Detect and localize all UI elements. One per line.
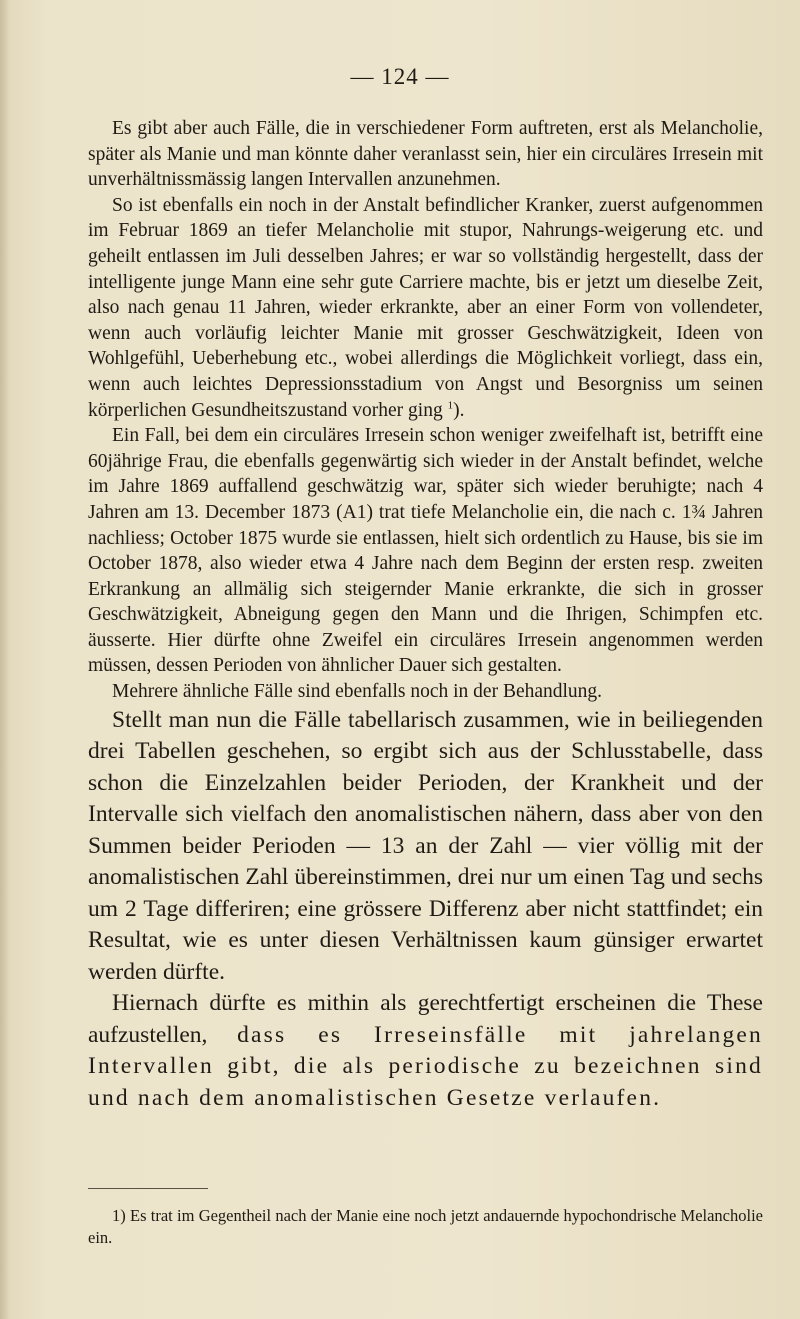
paragraph-6: [88, 988, 763, 1114]
paragraph-2-end: ).: [453, 399, 465, 421]
page-crease-shadow: [0, 0, 10, 1319]
footnote-reference: 1: [447, 399, 454, 412]
body-text: [88, 116, 763, 1114]
paragraph-3: Ein Fall, bei dem ein circuläres Irresein schon weniger zweifelhaft ist, betrifft eine 60jährige Frau, die ebenfalls gegenwärtig sich wieder in der Anstalt befindet, welche im Jahre 1869 auffallend geschwätzig war, später sich wieder beruhigte; nach 4 Jahren am 13. December 1873 (A1) trat tiefe Melancholie ein, die nach c. 1¾ Jahren nachliess; October 1875 wurde sie entlassen, hielt sich ordentlich zu Hause, bis sie im October 1878, also wieder etwa 4 Jahre nach dem Beginn der ersten resp. zweiten Erkrankung an allmälig sich steigernder Manie erkrankte, die sich in grosser Geschwätzigkeit, Abneigung gegen den Mann und die Ihrigen, Schimpfen etc. äusserte. Hier dürfte ohne Zweifel ein circuläres Irresein angenommen werden müssen, dessen Perioden von ähnlicher Dauer sich gestalten.: [88, 425, 763, 677]
paragraph-4: Mehrere ähnliche Fälle sind ebenfalls noch in der Behandlung.: [112, 681, 603, 703]
footnote-separator: [88, 1188, 208, 1189]
paragraph-6-intro: Hiernach dürfte es mithin als gerechtfertigt erscheinen die These aufzustellen,: [88, 990, 763, 1048]
paragraph-1: Es gibt aber auch Fälle, die in verschiedener Form auftreten, erst als Melancholie, später als Manie und man könnte daher veranlasst sein, hier ein circuläres Irresein mit unverhältnissmässig langen Intervallen anzunehmen.: [88, 118, 763, 191]
paragraph-2-text: So ist ebenfalls ein noch in der Anstalt befindlicher Kranker, zuerst aufgenommen im Februar 1869 an tiefer Melancholie mit stupor, Nahrungs-weigerung etc. und geheilt entlassen im Juli desselben Jahres; er war so vollständig hergestellt, dass der intelligente junge Mann eine sehr gute Carriere machte, bis er jetzt um dieselbe Zeit, also nach genau 11 Jahren, wieder erkrankte, aber an einer Form von vollendeter, wenn auch vorläufig leichter Manie mit grosser Geschwätzigkeit, Ideen von Wohlgefühl, Ueberhebung etc., wobei allerdings die Möglichkeit vorliegt, dass ein, wenn auch leichtes Depressionsstadium von Angst und Besorgniss um seinen körperlichen Gesundheitszustand vorher ging: [88, 194, 763, 421]
paragraph-6-thesis: dass es Irreseinsfälle mit jahrelangen Intervallen gibt, die als periodische zu bezeichnen sind und nach dem anomalistischen Gesetze verlaufen.: [88, 1021, 763, 1111]
footnote-1: 1) Es trat im Gegentheil nach der Manie eine noch jetzt andauernde hypochondrische Melancholie ein.: [88, 1206, 763, 1247]
page-number: — 124 —: [350, 64, 450, 89]
paragraph-5: Stellt man nun die Fälle tabellarisch zusammen, wie in beiliegenden drei Tabellen geschehen, so ergibt sich aus der Schlusstabelle, dass schon die Einzelzahlen beider Perioden, der Krankheit und der Intervalle sich vielfach den anomalistischen nähern, dass aber von den Summen beider Perioden — 13 an der Zahl — vier völlig mit der anomalistischen Zahl übereinstimmen, drei nur um einen Tag und sechs um 2 Tage differiren; eine grössere Differenz aber nicht stattfindet; ein Resultat, wie es unter diesen Verhältnissen kaum günsiger erwartet werden dürfte.: [88, 706, 763, 985]
paragraph-2: [88, 193, 763, 423]
